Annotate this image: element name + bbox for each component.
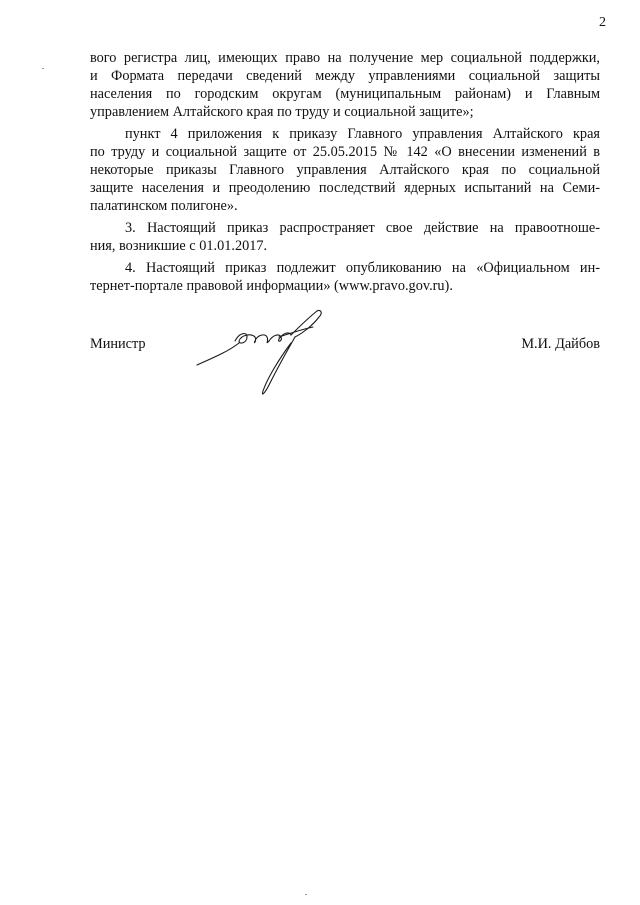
- text-line: защите населения и преодолению последствий ядерных испытаний на Семи-: [90, 180, 600, 196]
- handwritten-signature: [195, 307, 335, 399]
- scan-speck: [42, 68, 44, 69]
- paragraph-para-3: [90, 219, 600, 255]
- page-number: 2: [599, 15, 606, 30]
- paragraph-para-register: [90, 49, 600, 121]
- text-line: управлением Алтайского края по труду и социальной защите»;: [90, 104, 474, 120]
- text-line: населения по городским округам (муниципальным районам) и Главным: [90, 86, 600, 102]
- text-line: тернет-портале правовой информации» (www.pravo.gov.ru).: [90, 278, 453, 294]
- scan-speck: [305, 894, 307, 895]
- signatory-title: Министр: [90, 336, 146, 352]
- text-line: ния, возникшие с 01.01.2017.: [90, 238, 268, 254]
- text-line: некоторые приказы Главного управления Алтайского края по социальной: [90, 162, 600, 178]
- paragraph-para-4: [90, 259, 600, 295]
- text-line: вого регистра лиц, имеющих право на получение мер социальной поддержки,: [90, 50, 600, 66]
- text-line: пункт 4 приложения к приказу Главного управления Алтайского края: [125, 126, 600, 142]
- text-line: 3. Настоящий приказ распространяет свое действие на правоотноше-: [125, 220, 600, 236]
- document-body: [90, 49, 600, 299]
- text-line: по труду и социальной защите от 25.05.2015 № 142 «О внесении изменений в: [90, 144, 600, 160]
- paragraph-para-point4: [90, 125, 600, 215]
- text-line: 4. Настоящий приказ подлежит опубликованию на «Официальном ин-: [125, 260, 600, 276]
- text-line: палатинском полигоне».: [90, 198, 238, 214]
- text-line: и Формата передачи сведений между управлениями социальной защиты: [90, 68, 600, 84]
- signatory-name: М.И. Дайбов: [521, 336, 600, 352]
- signature-block: [90, 335, 600, 415]
